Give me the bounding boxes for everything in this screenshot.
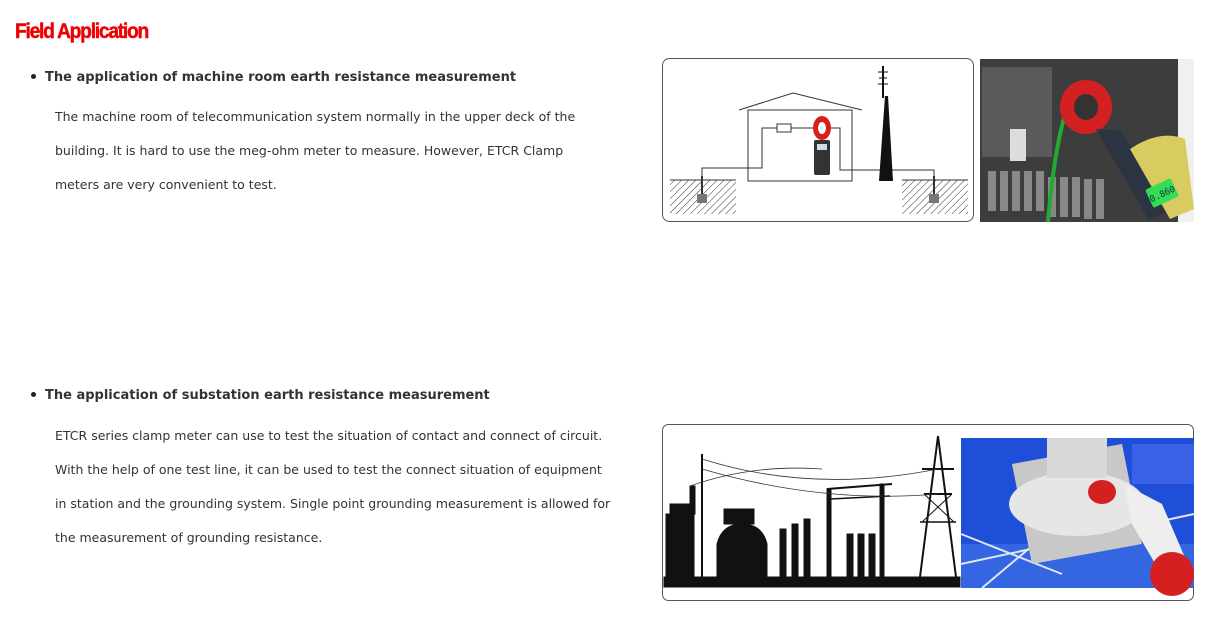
substation-figure [662, 424, 1195, 602]
page-title: Field Application [15, 20, 149, 43]
section-heading-substation [31, 388, 490, 403]
section-paragraph-substation [55, 419, 610, 555]
paragraph-line: building. It is hard to use the meg-ohm meter to measure. However, ETCR Clamp [55, 143, 564, 158]
paragraph-line: With the help of one test line, it can be used to test the connect situation of equipment [55, 462, 602, 477]
paragraph-line: meters are very convenient to test. [55, 177, 277, 192]
section-heading-text: The application of machine room earth resistance measurement [45, 70, 517, 85]
paragraph-line: The machine room of telecommunication system normally in the upper deck of the [55, 109, 576, 124]
paragraph-line: ETCR series clamp meter can use to test the situation of contact and connect of circuit. [55, 428, 603, 443]
section-heading-machine-room [31, 70, 516, 85]
machine-room-diagram [662, 58, 975, 223]
clamp-meter-photo [980, 59, 1194, 222]
bullet-icon [31, 74, 36, 79]
paragraph-line: in station and the grounding system. Single point grounding measurement is allowed for [55, 496, 611, 511]
meter-display: 0.860 [1148, 184, 1178, 206]
paragraph-line: the measurement of grounding resistance. [55, 530, 323, 545]
section-paragraph-machine-room [55, 100, 575, 202]
bullet-icon [31, 392, 36, 397]
section-heading-text: The application of substation earth resistance measurement [45, 388, 490, 403]
